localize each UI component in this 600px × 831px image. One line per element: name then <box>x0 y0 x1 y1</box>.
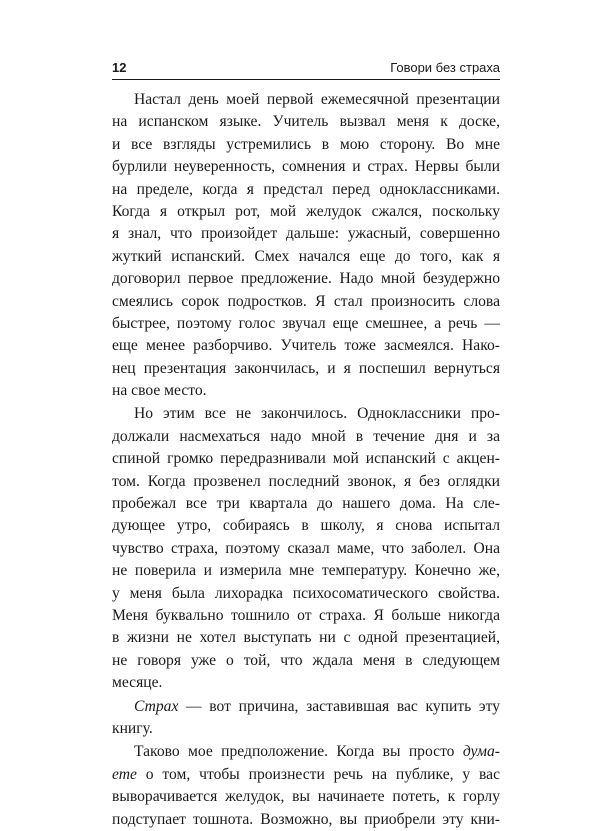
text-line: на свое место. <box>112 382 207 400</box>
text-line: Страх — вот причина, заставившая вас купить эту <box>134 697 500 715</box>
text-line: я знал, что произойдет дальше: ужасный, совершенно <box>112 225 500 243</box>
emphasis: дума- <box>462 743 500 761</box>
text-line: в жизни не хотел выступать ни с одной презентацией, <box>112 629 500 647</box>
text-line: у меня была лихорадка психосоматического свойства. <box>112 584 500 602</box>
text-line: и все взгляды устремились в мою сторону. Во мне <box>112 135 500 153</box>
text-line: чувство страха, поэтому сказал маме, что заболел. Она <box>112 539 500 557</box>
header-rule <box>112 79 500 80</box>
text-line: договорил первое предложение. Надо мной безудержно <box>112 270 500 288</box>
paragraph <box>112 89 500 402</box>
text-line: жуткий испанский. Смех начался еще до того, как я <box>112 247 500 265</box>
text-line: Меня буквально тошнило от страха. Я больше никогда <box>112 606 500 624</box>
text-line: книгу. <box>112 719 153 737</box>
text-line: дующее утро, собираясь в школу, я снова испытал <box>112 517 500 535</box>
text-line: нец презентация закончилась, и я поспешил вернуться <box>112 359 500 377</box>
text-line: пробежал все три квартала до нашего дома. На сле- <box>112 495 500 513</box>
text-line: выворачивается желудок, вы начинаете потеть, к горлу <box>112 788 500 806</box>
text-line: должали насмехаться надо мной в течение дня и за <box>112 427 500 445</box>
text-line: на испанском языке. Учитель вызвал меня к доске, <box>112 113 500 131</box>
running-title: Говори без страха <box>390 60 500 75</box>
text-line: смеялись сорок подростков. Я стал произносить слова <box>112 292 500 310</box>
text-line: ете о том, чтобы произнести речь на публике, у вас <box>112 765 500 783</box>
paragraph <box>112 696 500 741</box>
text-line: том. Когда прозвенел последний звонок, я без оглядки <box>112 472 500 490</box>
text-line: Настал день моей первой ежемесячной презентации <box>134 91 500 108</box>
page-header <box>112 60 500 78</box>
page-number: 12 <box>112 60 127 75</box>
paragraph <box>112 403 500 694</box>
text-line: спиной громко передразнивали мой испанский с акцен- <box>112 450 500 468</box>
text-line: месяце. <box>112 674 163 692</box>
text-line: подступает тошнота. Возможно, вы приобрели эту кни- <box>112 810 500 828</box>
text-line: быстрее, поэтому голос звучал еще смешнее, а речь — <box>112 314 500 332</box>
text-line: бурлили неуверенность, сомнения и страх. Нервы были <box>112 158 500 176</box>
text-line: на пределе, когда я предстал перед одноклассниками. <box>112 180 500 198</box>
emphasis: Страх <box>134 697 179 715</box>
text-line: Но этим все не закончилось. Одноклассники про- <box>134 405 500 423</box>
text-line: Таково мое предположение. Когда вы просто дума- <box>134 743 500 761</box>
emphasis: ете <box>112 765 137 783</box>
text-line: не говоря уже о той, что ждала меня в следующем <box>112 651 500 669</box>
text-line: не поверила и измерила мне температуру. Конечно же, <box>112 562 500 580</box>
text-line: Когда я открыл рот, мой желудок сжался, поскольку <box>112 202 500 220</box>
paragraph <box>112 741 500 831</box>
body-text <box>112 89 500 831</box>
text-line: еще менее разборчиво. Учитель тоже засмеялся. Нако- <box>112 337 500 355</box>
